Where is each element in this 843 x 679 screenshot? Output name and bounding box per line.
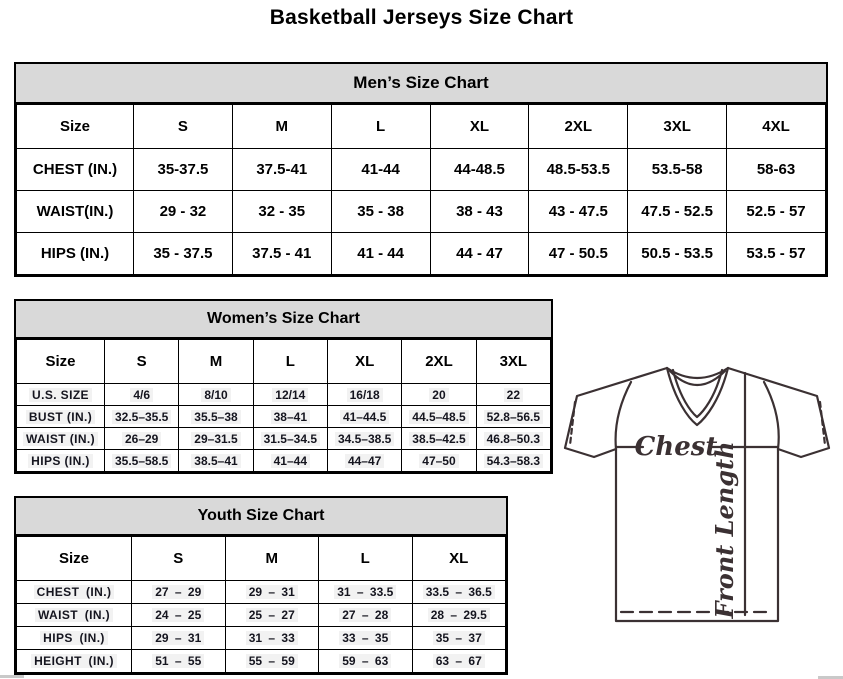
column-header: M [179,340,253,384]
column-header: XL [327,340,401,384]
size-value: 38.5–41 [179,450,253,472]
mens-size-table [16,104,826,275]
measurement-row [17,233,826,275]
column-header: M [232,105,331,149]
jersey-body [616,449,778,621]
size-value: 28 – 29.5 [412,604,506,627]
size-value: 44–47 [327,450,401,472]
size-value: 29 – 31 [132,627,226,650]
size-header-row [17,537,506,581]
column-header: S [132,537,226,581]
row-label: HIPS (IN.) [17,450,105,472]
row-label: CHEST (IN.) [17,149,134,191]
size-header-row [17,105,826,149]
row-label: CHEST (IN.) [17,581,132,604]
cropped-handle-left [0,675,24,678]
column-header: 2XL [402,340,476,384]
jersey-right-armhole-seam [764,382,779,449]
size-value: 31 – 33.5 [319,581,413,604]
size-value: 37.5-41 [232,149,331,191]
size-value: 59 – 63 [319,650,413,673]
size-value: 31.5–34.5 [253,428,327,450]
size-value: 35.5–38 [179,406,253,428]
measurement-row [17,406,551,428]
row-label: HIPS (IN.) [17,233,134,275]
mens-chart-title: Men’s Size Chart [16,64,826,104]
youth-size-table [16,536,506,673]
size-value: 32.5–35.5 [105,406,179,428]
measurement-row [17,627,506,650]
row-label: WAIST (IN.) [17,428,105,450]
measurement-row [17,149,826,191]
front-length-label: Front Length [710,441,739,619]
size-value: 50.5 - 53.5 [628,233,727,275]
size-value: 52.8–56.5 [476,406,550,428]
size-value: 35-37.5 [134,149,233,191]
size-value: 44.5–48.5 [402,406,476,428]
column-header: L [253,340,327,384]
size-value: 51 – 55 [132,650,226,673]
size-value: 41-44 [331,149,430,191]
measurement-row [17,384,551,406]
size-value: 29 - 32 [134,191,233,233]
column-header: L [331,105,430,149]
size-value: 46.8–50.3 [476,428,550,450]
measurement-row [17,581,506,604]
size-value: 16/18 [327,384,401,406]
row-label: BUST (IN.) [17,406,105,428]
size-value: 47–50 [402,450,476,472]
size-value: 44-48.5 [430,149,529,191]
size-value: 44 - 47 [430,233,529,275]
row-label: WAIST (IN.) [17,604,132,627]
womens-size-chart-table [14,299,553,474]
mens-size-chart-table [14,62,828,277]
size-value: 38 - 43 [430,191,529,233]
column-header: S [105,340,179,384]
column-header: Size [17,537,132,581]
size-value: 47.5 - 52.5 [628,191,727,233]
size-value: 58-63 [727,149,826,191]
jersey-left-armhole-seam [616,382,631,449]
size-value: 35.5–58.5 [105,450,179,472]
column-header: XL [430,105,529,149]
row-label: HEIGHT (IN.) [17,650,132,673]
size-value: 20 [402,384,476,406]
womens-size-table [16,339,551,472]
size-value: 12/14 [253,384,327,406]
size-value: 32 - 35 [232,191,331,233]
size-value: 63 – 67 [412,650,506,673]
size-value: 38–41 [253,406,327,428]
jersey-measurement-diagram [555,358,840,628]
column-header: 3XL [628,105,727,149]
size-value: 24 – 25 [132,604,226,627]
size-value: 8/10 [179,384,253,406]
size-value: 38.5–42.5 [402,428,476,450]
row-label: HIPS (IN.) [17,627,132,650]
size-value: 22 [476,384,550,406]
size-value: 33 – 35 [319,627,413,650]
size-value: 35 – 37 [412,627,506,650]
chest-label: Chest [634,432,718,462]
measurement-row [17,191,826,233]
size-value: 47 - 50.5 [529,233,628,275]
column-header: S [134,105,233,149]
size-value: 41–44 [253,450,327,472]
size-value: 41 - 44 [331,233,430,275]
size-value: 53.5-58 [628,149,727,191]
size-value: 35 - 37.5 [134,233,233,275]
page-title: Basketball Jerseys Size Chart [269,6,574,29]
size-value: 33.5 – 36.5 [412,581,506,604]
size-value: 4/6 [105,384,179,406]
size-value: 31 – 33 [225,627,319,650]
size-value: 41–44.5 [327,406,401,428]
size-value: 27 – 29 [132,581,226,604]
measurement-row [17,428,551,450]
size-value: 25 – 27 [225,604,319,627]
size-header-row [17,340,551,384]
size-value: 43 - 47.5 [529,191,628,233]
size-value: 29 – 31 [225,581,319,604]
youth-size-chart-table [14,496,508,675]
womens-chart-title: Women’s Size Chart [16,301,551,339]
size-value: 34.5–38.5 [327,428,401,450]
size-value: 27 – 28 [319,604,413,627]
size-value: 54.3–58.3 [476,450,550,472]
column-header: 3XL [476,340,550,384]
row-label: WAIST(IN.) [17,191,134,233]
size-value: 53.5 - 57 [727,233,826,275]
size-value: 29–31.5 [179,428,253,450]
youth-chart-title: Youth Size Chart [16,498,506,536]
size-value: 48.5-53.5 [529,149,628,191]
column-header: Size [17,340,105,384]
size-value: 26–29 [105,428,179,450]
column-header: 4XL [727,105,826,149]
measurement-row [17,650,506,673]
measurement-row [17,604,506,627]
column-header: Size [17,105,134,149]
measurement-row [17,450,551,472]
column-header: XL [412,537,506,581]
row-label: U.S. SIZE [17,384,105,406]
column-header: 2XL [529,105,628,149]
column-header: M [225,537,319,581]
size-value: 55 – 59 [225,650,319,673]
column-header: L [319,537,413,581]
size-value: 37.5 - 41 [232,233,331,275]
size-value: 35 - 38 [331,191,430,233]
size-value: 52.5 - 57 [727,191,826,233]
